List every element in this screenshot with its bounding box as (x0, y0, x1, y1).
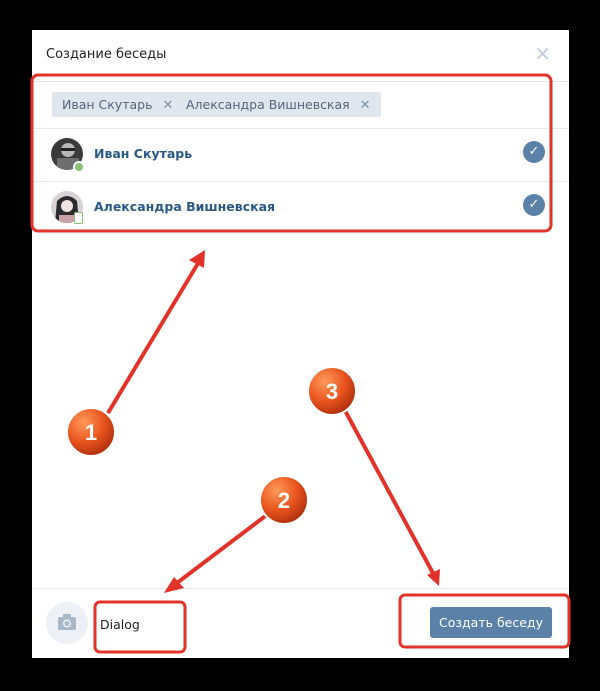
highlight-box-create-button (400, 595, 569, 647)
svg-text:2: 2 (277, 488, 291, 513)
create-conversation-button[interactable]: Создать беседу (430, 607, 552, 638)
close-icon[interactable]: ✕ (534, 42, 551, 66)
chip-label: Александра Вишневская (186, 97, 350, 112)
check-icon[interactable]: ✓ (523, 141, 545, 163)
arrow-2 (164, 514, 268, 593)
badge-2 (260, 476, 308, 524)
chip-label: Иван Скутарь (62, 97, 153, 112)
remove-icon[interactable]: ✕ (359, 98, 371, 113)
dialog-title: Создание беседы (46, 47, 167, 62)
highlight-box-name-input (95, 602, 185, 652)
highlight-box-members (32, 75, 551, 231)
badge-3 (308, 367, 356, 415)
remove-icon[interactable]: ✕ (162, 98, 174, 113)
friend-name[interactable]: Александра Вишневская (94, 199, 276, 214)
friend-name[interactable]: Иван Скутарь (94, 146, 193, 161)
svg-text:3: 3 (325, 379, 339, 404)
check-icon[interactable]: ✓ (523, 194, 545, 216)
badge-1 (67, 408, 115, 456)
arrow-3 (342, 405, 440, 586)
svg-text:1: 1 (84, 420, 98, 445)
arrow-1 (108, 250, 205, 413)
